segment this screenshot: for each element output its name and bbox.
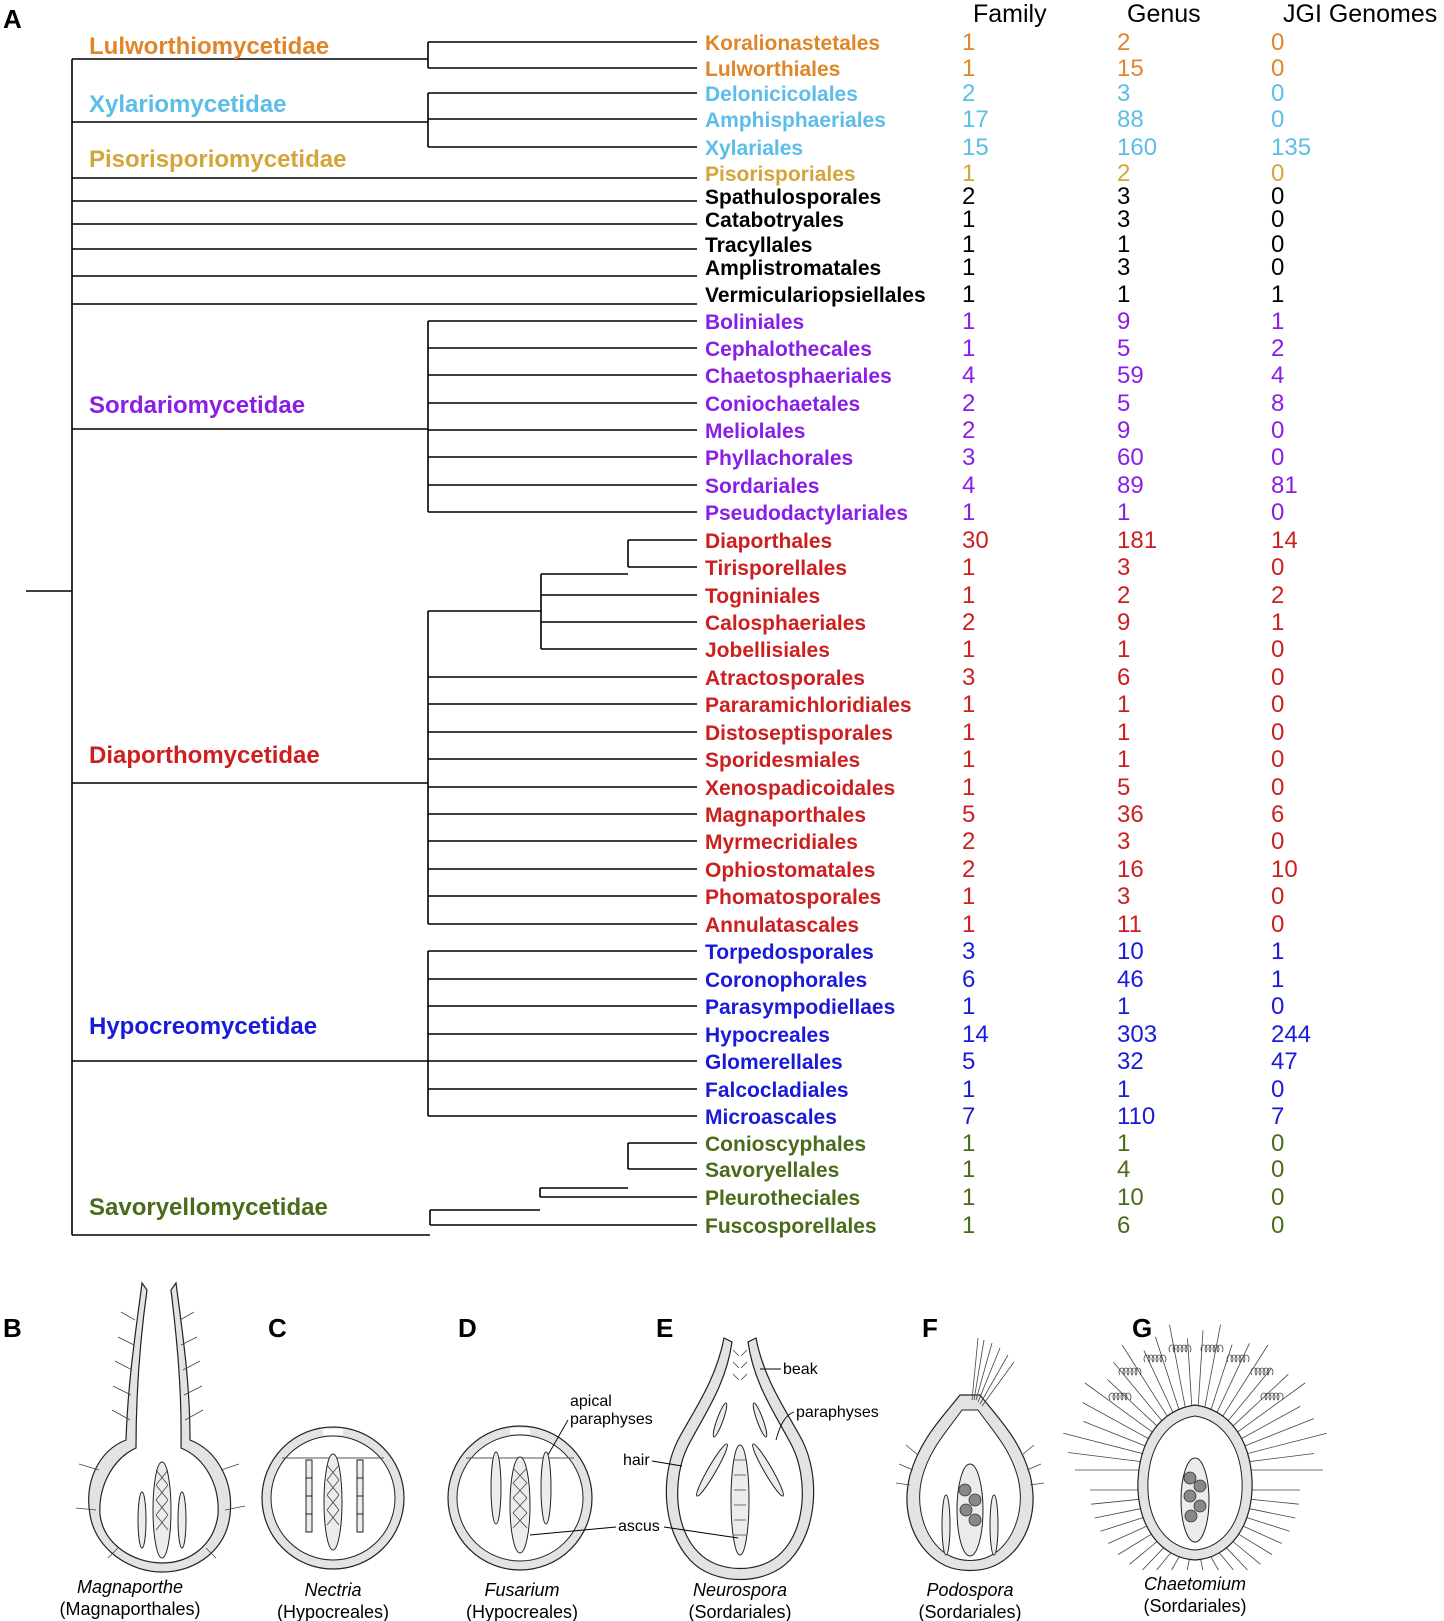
order-name: Ophiostomatales	[705, 859, 876, 882]
hair	[1249, 1499, 1298, 1504]
genus-count: 110	[1117, 1103, 1156, 1130]
genus-count: 3	[1117, 80, 1131, 107]
hair	[1083, 1421, 1148, 1447]
panel-label-g: G	[1132, 1313, 1153, 1343]
caption-order-e: (Sordariales)	[688, 1602, 792, 1621]
hair	[1130, 1539, 1161, 1565]
panel-g-illustration	[1063, 1313, 1326, 1616]
jgi-genome-count: 0	[1271, 1212, 1285, 1239]
jgi-genome-count: 0	[1271, 55, 1285, 82]
order-name: Catabotryales	[705, 209, 844, 232]
jgi-genome-count: 0	[1271, 828, 1285, 855]
subclass-label: Sordariomycetidae	[89, 392, 306, 419]
order-name: Phomatosporales	[705, 886, 882, 909]
family-count: 1	[962, 55, 976, 82]
subclass-label: Diaporthomycetidae	[89, 742, 320, 769]
genus-count: 3	[1117, 183, 1131, 210]
jgi-genome-count: 4	[1271, 362, 1285, 389]
family-count: 1	[962, 1130, 976, 1157]
jgi-genome-count: 0	[1271, 254, 1285, 281]
jgi-genome-count: 0	[1271, 911, 1285, 938]
family-count: 1	[962, 691, 976, 718]
header-jgi-genomes: JGI Genomes	[1283, 0, 1438, 28]
ascospore	[960, 1504, 972, 1516]
ascus	[731, 1445, 749, 1555]
jgi-genome-count: 0	[1271, 499, 1285, 526]
hair	[1118, 1532, 1155, 1554]
order-name: Conioscyphales	[705, 1133, 867, 1156]
paraphysis	[491, 1452, 501, 1524]
label-apical-paraphyses: paraphyses	[570, 1411, 653, 1428]
genus-count: 1	[1117, 636, 1131, 663]
order-name: Glomerellales	[705, 1051, 843, 1074]
genus-count: 3	[1117, 828, 1131, 855]
family-count: 3	[962, 444, 976, 471]
jgi-genome-count: 0	[1271, 106, 1285, 133]
genus-count: 5	[1117, 774, 1131, 801]
ascospore	[1194, 1500, 1206, 1512]
order-name: Amplistromatales	[705, 257, 882, 280]
ascospore	[1184, 1490, 1196, 1502]
genus-count: 2	[1117, 160, 1131, 187]
family-count: 1	[962, 774, 976, 801]
jgi-genome-count: 0	[1271, 444, 1285, 471]
jgi-genome-count: 1	[1271, 308, 1285, 335]
panel-label-e: E	[656, 1313, 674, 1343]
genus-count: 6	[1117, 1212, 1131, 1239]
caption-order-g: (Sordariales)	[1143, 1596, 1247, 1616]
genus-count: 3	[1117, 206, 1131, 233]
genus-count: 3	[1117, 883, 1131, 910]
hair	[1170, 1325, 1186, 1410]
genus-count: 36	[1117, 801, 1144, 828]
family-count: 1	[962, 883, 976, 910]
paraphysis	[751, 1402, 769, 1438]
genus-count: 60	[1117, 444, 1144, 471]
paraphysis	[178, 1492, 186, 1548]
family-count: 1	[962, 554, 976, 581]
family-count: 1	[962, 746, 976, 773]
jgi-genome-count: 0	[1271, 183, 1285, 210]
genus-count: 5	[1117, 335, 1131, 362]
genus-count: 4	[1117, 1156, 1131, 1183]
family-count: 7	[962, 1103, 976, 1130]
caption-genus-c: Nectria	[304, 1580, 362, 1600]
jgi-genome-count: 2	[1271, 582, 1285, 609]
order-name: Fuscosporellales	[705, 1215, 877, 1238]
hair	[1239, 1406, 1300, 1440]
paraphysis	[694, 1442, 731, 1498]
paraphysis	[138, 1492, 146, 1548]
order-name: Amphisphaeriales	[705, 109, 886, 132]
ascus	[153, 1462, 171, 1558]
hair	[1108, 1525, 1149, 1544]
jgi-genome-count: 8	[1271, 390, 1285, 417]
order-name: Pleurotheciales	[705, 1187, 861, 1210]
family-count: 2	[962, 609, 976, 636]
genus-count: 9	[1117, 417, 1131, 444]
order-name: Koralionastetales	[705, 32, 881, 55]
jgi-genome-count: 0	[1271, 1156, 1285, 1183]
genus-count: 15	[1117, 55, 1144, 82]
family-count: 1	[962, 1076, 976, 1103]
phylogenetic-tree	[26, 42, 697, 1235]
hair	[1235, 1532, 1272, 1554]
panel-label-d: D	[458, 1313, 477, 1343]
caption-genus-g: Chaetomium	[1143, 1574, 1247, 1594]
caption-genus-e: Neurospora	[692, 1580, 788, 1600]
header-family: Family	[973, 0, 1047, 28]
paraphysis	[711, 1402, 729, 1438]
panel-d-illustration	[448, 1313, 653, 1621]
jgi-genome-count: 0	[1271, 554, 1285, 581]
family-count: 1	[962, 231, 976, 258]
jgi-genome-count: 0	[1271, 746, 1285, 773]
jgi-genome-count: 0	[1271, 231, 1285, 258]
family-count: 1	[962, 29, 976, 56]
order-name: Chaetosphaeriales	[705, 365, 892, 388]
order-name: Magnaporthales	[705, 804, 867, 827]
jgi-genome-count: 1	[1271, 281, 1285, 308]
coil	[1201, 1345, 1223, 1352]
caption-order-b: (Magnaporthales)	[59, 1599, 201, 1619]
family-count: 2	[962, 828, 976, 855]
family-count: 1	[962, 335, 976, 362]
panel-c-illustration	[262, 1313, 404, 1621]
ascospore	[959, 1484, 971, 1496]
genus-count: 181	[1117, 527, 1158, 554]
family-count: 17	[962, 106, 989, 133]
panel-f-illustration	[896, 1313, 1044, 1621]
order-name: Coniochaetales	[705, 393, 861, 416]
label-hair: hair	[623, 1452, 650, 1469]
hair	[1243, 1433, 1326, 1454]
header-genus: Genus	[1127, 0, 1201, 28]
order-name: Togniniales	[705, 585, 821, 608]
ascospore	[969, 1494, 981, 1506]
panel-label-b: B	[3, 1313, 22, 1343]
family-count: 4	[962, 362, 976, 389]
jgi-genome-count: 0	[1271, 1130, 1285, 1157]
paraphysis	[942, 1495, 950, 1555]
paraphysis	[990, 1495, 998, 1555]
order-name: Microascales	[705, 1106, 837, 1129]
family-count: 5	[962, 1048, 976, 1075]
hair	[1091, 1499, 1140, 1504]
hair	[1204, 1325, 1220, 1410]
family-count: 1	[962, 160, 976, 187]
subclass-label: Xylariomycetidae	[89, 91, 287, 118]
family-count: 1	[962, 993, 976, 1020]
order-name: Distoseptisporales	[705, 722, 893, 745]
family-count: 1	[962, 582, 976, 609]
ascospore	[1185, 1510, 1197, 1522]
caption-genus-b: Magnaporthe	[76, 1577, 184, 1597]
jgi-genome-count: 244	[1271, 1021, 1312, 1048]
family-count: 30	[962, 527, 989, 554]
hair	[1229, 1539, 1260, 1565]
jgi-genome-count: 0	[1271, 664, 1285, 691]
genus-count: 1	[1117, 1130, 1131, 1157]
jgi-genome-count: 0	[1271, 160, 1285, 187]
caption-order-c: (Hypocreales)	[276, 1602, 390, 1621]
order-name: Diaporthales	[705, 530, 833, 553]
ascospore	[1184, 1472, 1196, 1484]
genus-count: 303	[1117, 1021, 1158, 1048]
genus-count: 1	[1117, 719, 1131, 746]
order-name: Phyllachorales	[705, 447, 854, 470]
paraphysis	[541, 1452, 551, 1524]
family-count: 14	[962, 1021, 989, 1048]
order-name: Meliolales	[705, 420, 806, 443]
family-count: 1	[962, 636, 976, 663]
hair	[1100, 1517, 1145, 1531]
paraphysis	[306, 1460, 312, 1532]
periphyses	[733, 1350, 747, 1380]
order-name: Atractosporales	[705, 667, 865, 690]
ascospore	[1194, 1480, 1206, 1492]
family-count: 2	[962, 80, 976, 107]
ascospore	[969, 1514, 981, 1526]
subclass-label: Hypocreomycetidae	[89, 1013, 318, 1040]
genus-count: 6	[1117, 664, 1131, 691]
family-count: 2	[962, 856, 976, 883]
order-name: Falcocladiales	[705, 1079, 849, 1102]
family-count: 2	[962, 417, 976, 444]
jgi-genome-count: 1	[1271, 609, 1285, 636]
genus-count: 1	[1117, 691, 1131, 718]
genus-count: 1	[1117, 499, 1131, 526]
caption-order-d: (Hypocreales)	[465, 1602, 579, 1621]
hair	[1198, 1330, 1203, 1408]
jgi-genome-count: 0	[1271, 883, 1285, 910]
jgi-genome-count: 6	[1271, 801, 1285, 828]
jgi-genome-count: 0	[1271, 417, 1285, 444]
order-name: Hypocreales	[705, 1024, 830, 1047]
panel-label-c: C	[268, 1313, 287, 1343]
hair	[1245, 1454, 1315, 1463]
genus-count: 9	[1117, 308, 1131, 335]
subclass-labels	[89, 33, 346, 1221]
family-count: 1	[962, 911, 976, 938]
caption-genus-f: Podospora	[926, 1580, 1014, 1600]
jgi-genome-count: 7	[1271, 1103, 1285, 1130]
label-ascus: ascus	[618, 1518, 660, 1535]
order-name: Annulatascales	[705, 914, 860, 937]
subclass-label: Pisorisporiomycetidae	[89, 146, 347, 173]
jgi-genome-count: 0	[1271, 206, 1285, 233]
order-name: Jobellisiales	[705, 639, 830, 662]
coil	[1227, 1355, 1249, 1362]
paraphysis	[750, 1442, 787, 1498]
hair	[1068, 1453, 1145, 1463]
coil	[1251, 1368, 1273, 1375]
genus-count: 5	[1117, 390, 1131, 417]
panel-b-illustration	[3, 1283, 245, 1619]
jgi-genome-count: 1	[1271, 966, 1285, 993]
genus-count: 1	[1117, 281, 1131, 308]
panel-label-a: A	[3, 4, 22, 34]
genus-count: 160	[1117, 134, 1158, 161]
order-name: Cephalothecales	[705, 338, 872, 361]
jgi-genome-count: 0	[1271, 29, 1285, 56]
genus-count: 1	[1117, 231, 1131, 258]
jgi-genome-count: 0	[1271, 719, 1285, 746]
order-name: Parasympodiellaes	[705, 996, 896, 1019]
family-count: 1	[962, 1156, 976, 1183]
genus-count: 3	[1117, 254, 1131, 281]
order-name: Sporidesmiales	[705, 749, 861, 772]
family-count: 1	[962, 1184, 976, 1211]
order-name: Xylariales	[705, 137, 804, 160]
hair	[1063, 1433, 1146, 1454]
caption-genus-d: Fusarium	[484, 1580, 560, 1600]
family-count: 1	[962, 206, 976, 233]
genus-count: 10	[1117, 938, 1144, 965]
subclass-label: Savoryellomycetidae	[89, 1194, 328, 1221]
jgi-genome-count: 81	[1271, 472, 1298, 499]
jgi-genome-count: 0	[1271, 80, 1285, 107]
jgi-genome-count: 0	[1271, 691, 1285, 718]
genus-count: 88	[1117, 106, 1144, 133]
order-name: Xenospadicoidales	[705, 777, 896, 800]
hair	[1248, 1508, 1296, 1518]
label-beak: beak	[783, 1361, 818, 1378]
jgi-genome-count: 0	[1271, 636, 1285, 663]
genus-count: 2	[1117, 29, 1131, 56]
order-name: Myrmecridiales	[705, 831, 858, 854]
family-count: 1	[962, 719, 976, 746]
genus-count: 16	[1117, 856, 1144, 883]
jgi-genome-count: 135	[1271, 134, 1312, 161]
genus-count: 11	[1117, 911, 1142, 938]
paraphysis	[357, 1460, 363, 1532]
family-count: 5	[962, 801, 976, 828]
label-paraphyses: paraphyses	[796, 1404, 879, 1421]
order-name: Tracyllales	[705, 234, 813, 257]
genus-count: 46	[1117, 966, 1144, 993]
hair	[1095, 1508, 1143, 1518]
genus-count: 2	[1117, 582, 1131, 609]
family-count: 4	[962, 472, 976, 499]
family-count: 1	[962, 254, 976, 281]
genus-count: 9	[1117, 609, 1131, 636]
jgi-genome-count: 0	[1271, 993, 1285, 1020]
panel-label-f: F	[922, 1313, 938, 1343]
genus-count: 10	[1117, 1184, 1144, 1211]
genus-count: 1	[1117, 1076, 1131, 1103]
genus-count: 3	[1117, 554, 1131, 581]
order-name: Vermiculariopsiellales	[705, 284, 926, 307]
hair	[1245, 1517, 1290, 1531]
label-apical: apical	[570, 1393, 612, 1410]
jgi-genome-count: 2	[1271, 335, 1285, 362]
order-name: Pararamichloridiales	[705, 694, 912, 717]
genus-count: 1	[1117, 993, 1131, 1020]
family-count: 6	[962, 966, 976, 993]
order-name: Sordariales	[705, 475, 820, 498]
genus-count: 32	[1117, 1048, 1144, 1075]
family-count: 3	[962, 664, 976, 691]
jgi-genome-count: 47	[1271, 1048, 1298, 1075]
family-count: 3	[962, 938, 976, 965]
hair	[1240, 1525, 1281, 1544]
order-name: Spathulosporales	[705, 186, 882, 209]
family-count: 1	[962, 281, 976, 308]
order-name: Tirisporellales	[705, 557, 848, 580]
order-name: Torpedosporales	[705, 941, 874, 964]
jgi-genome-count: 0	[1271, 774, 1285, 801]
order-name: Pseudodactylariales	[705, 502, 909, 525]
order-rows	[705, 29, 1311, 1239]
order-name: Pisorisporiales	[705, 163, 856, 186]
order-name: Savoryellales	[705, 1159, 840, 1182]
jgi-genome-count: 0	[1271, 1076, 1285, 1103]
order-name: Boliniales	[705, 311, 805, 334]
hair	[1211, 1345, 1233, 1412]
jgi-genome-count: 1	[1271, 938, 1285, 965]
order-name: Coronophorales	[705, 969, 868, 992]
family-count: 15	[962, 134, 989, 161]
jgi-genome-count: 0	[1271, 1184, 1285, 1211]
genus-count: 89	[1117, 472, 1144, 499]
genus-count: 1	[1117, 746, 1131, 773]
family-count: 1	[962, 499, 976, 526]
jgi-genome-count: 14	[1271, 527, 1298, 554]
caption-order-f: (Sordariales)	[918, 1602, 1022, 1621]
family-count: 1	[962, 308, 976, 335]
order-name: Calosphaeriales	[705, 612, 867, 635]
jgi-genome-count: 10	[1271, 856, 1298, 883]
subclass-label: Lulworthiomycetidae	[89, 33, 330, 60]
family-count: 1	[962, 1212, 976, 1239]
order-name: Delonicicolales	[705, 83, 858, 106]
genus-count: 59	[1117, 362, 1144, 389]
order-name: Lulworthiales	[705, 58, 841, 81]
family-count: 2	[962, 390, 976, 417]
family-count: 2	[962, 183, 976, 210]
